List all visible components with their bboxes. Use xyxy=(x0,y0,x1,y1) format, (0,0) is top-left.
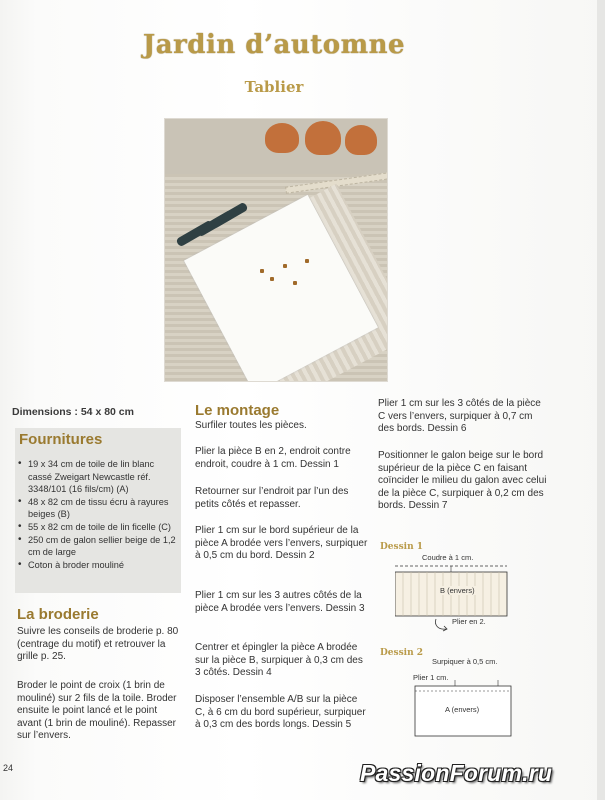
list-item: • 55 x 82 cm de toile de lin ficelle (C) xyxy=(18,521,180,534)
diagram-2-piece-label: A (envers) xyxy=(445,705,480,714)
page-edge xyxy=(597,0,605,800)
montage-step: Plier la pièce B en 2, endroit contre endroit, coudre à 1 cm. Dessin 1 xyxy=(195,446,351,470)
montage-step: Retourner sur l’endroit par l’un des petits côtés et repasser. xyxy=(195,486,349,510)
broderie-intro: Suivre les conseils de broderie p. 80 (centrage du motif) et retrouver la grille p. 25. xyxy=(17,626,179,663)
page-title: Jardin d’automne xyxy=(142,30,406,60)
fold-arrow-icon xyxy=(432,617,452,633)
watermark: PassionForum.ru xyxy=(360,760,553,786)
diagram-1-piece-label: B (envers) xyxy=(440,586,475,595)
diagram-2-topstitch-note: Surpiquer à 0,5 cm. xyxy=(432,657,498,666)
dimensions: Dimensions : 54 x 80 cm xyxy=(12,406,134,418)
broderie-steps: Broder le point de croix (1 brin de mouliné) sur 2 fils de la toile. Broder ensuite le point lancé et le point avant (1 brin de mouliné). Repasser sur l’envers. xyxy=(17,680,177,742)
broderie-title: La broderie xyxy=(17,606,99,623)
page-subtitle: Tablier xyxy=(244,78,304,96)
list-item: • 250 cm de galon sellier beige de 1,2 cm de large xyxy=(18,534,180,559)
montage-step: Plier 1 cm sur les 3 autres côtés de la pièce A brodée vers l’envers. Dessin 3 xyxy=(195,590,365,614)
montage-step: Plier 1 cm sur le bord supérieur de la pièce A brodée vers l’envers, surpiquer à 0,5 cm du bord. Dessin 2 xyxy=(195,525,368,562)
apron-photo xyxy=(164,118,388,382)
diagram-2-fold-note: Plier 1 cm. xyxy=(413,673,449,682)
list-item: • 19 x 34 cm de toile de lin blanc cassé Zweigart Newcastle réf. 3348/101 (16 fils/cm) (A) xyxy=(18,458,180,496)
montage-step: Disposer l’ensemble A/B sur la pièce C, à 6 cm du bord supérieur, surpiquer à 0,3 cm des bords longs. Dessin 5 xyxy=(195,694,366,731)
montage-step: Positionner le galon beige sur le bord supérieur de la pièce C en faisant coïncider le milieu du galon avec celui de la pièce C, surpiquer à 0,2 cm des bords. Dessin 7 xyxy=(378,450,547,512)
page-number: 24 xyxy=(3,763,14,773)
montage-step: Plier 1 cm sur les 3 côtés de la pièce C vers l’envers, surpiquer à 0,7 cm des bords. Dessin 6 xyxy=(378,398,541,435)
list-item: • 48 x 82 cm de tissu écru à rayures beiges (B) xyxy=(18,496,180,521)
montage-step: Centrer et épingler la pièce A brodée sur la pièce B, surpiquer à 0,3 cm des 3 côtés. Dessin 4 xyxy=(195,642,363,679)
montage-title: Le montage xyxy=(195,402,280,419)
montage-intro: Surfiler toutes les pièces. xyxy=(195,420,307,431)
diagram-1-sew-note: Coudre à 1 cm. xyxy=(422,553,474,562)
diagram-2-label: Dessin 2 xyxy=(380,648,424,658)
fournitures-list xyxy=(18,458,180,571)
photo-caption-layer xyxy=(165,119,387,381)
list-item: • Coton à broder mouliné xyxy=(18,559,180,572)
fournitures-title: Fournitures xyxy=(19,431,103,448)
diagram-1-fold-note: Plier en 2. xyxy=(452,617,486,626)
diagram-1-label: Dessin 1 xyxy=(380,542,424,552)
